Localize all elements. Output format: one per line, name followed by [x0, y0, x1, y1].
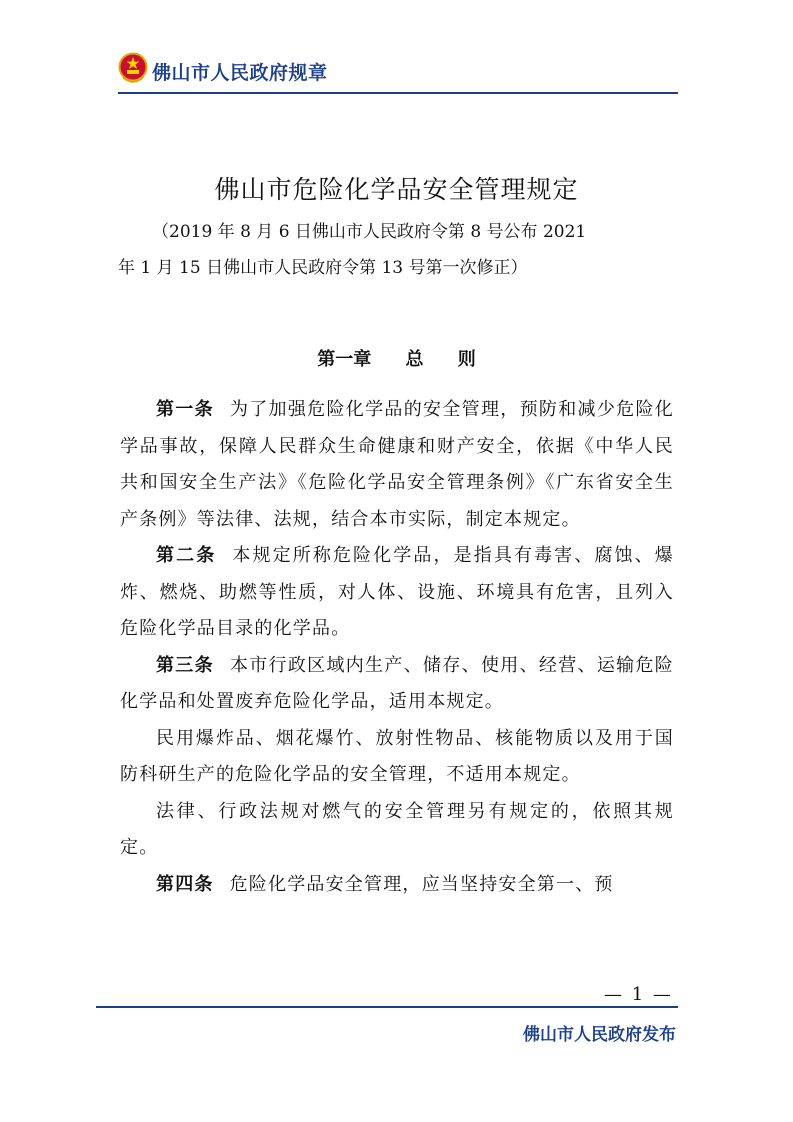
- article-number: 第四条: [156, 873, 214, 895]
- document-subtitle-line1: （2019 年 8 月 6 日佛山市人民政府令第 8 号公布 2021: [152, 222, 587, 242]
- footer-publisher: 佛山市人民政府发布: [523, 1025, 676, 1045]
- paragraph-text: 为了加强危险化学品的安全管理，预防和减少危险化学品事故，保障人民群众生命健康和财产安全，依据《中华人民共和国安全生产法》《危险化学品安全管理条例》《广东省安全生产条例》等法律、法规，结合本市实际，制定本规定。: [120, 399, 674, 530]
- chapter-title-char1: 总: [405, 349, 424, 370]
- paragraph: [120, 867, 674, 904]
- paragraph: [120, 721, 674, 794]
- national-emblem-icon: [118, 52, 148, 86]
- footer-divider: [96, 1006, 678, 1008]
- chapter-number: 第一章: [317, 349, 372, 370]
- paragraph-text: 法律、行政法规对燃气的安全管理另有规定的，依照其规定。: [120, 800, 674, 858]
- paragraph: [120, 794, 674, 867]
- paragraph-text: 民用爆炸品、烟花爆竹、放射性物品、核能物质以及用于国防科研生产的危险化学品的安全管理，不适用本规定。: [120, 727, 674, 785]
- chapter-heading: [0, 345, 793, 371]
- paragraph: [120, 538, 674, 648]
- document-body: [120, 392, 674, 903]
- page-number: — 1 —: [604, 984, 673, 1005]
- paragraph: [120, 392, 674, 538]
- article-number: 第二条: [156, 545, 217, 566]
- document-title: 佛山市危险化学品安全管理规定: [214, 175, 579, 204]
- paragraph-text: 本规定所称危险化学品，是指具有毒害、腐蚀、爆炸、燃烧、助燃等性质，对人体、设施、环境具有危害，且列入危险化学品目录的化学品。: [120, 545, 674, 639]
- paragraph-text: 本市行政区域内生产、储存、使用、经营、运输危险化学品和处置废弃危险化学品，适用本规定。: [120, 654, 674, 712]
- page-header: [118, 52, 678, 92]
- article-number: 第一条: [156, 399, 214, 420]
- paragraph-text: 危险化学品安全管理，应当坚持安全第一、预: [229, 873, 614, 895]
- chapter-title-char2: 则: [457, 349, 476, 370]
- document-subtitle-line2: 年 1 月 15 日佛山市人民政府令第 13 号第一次修正）: [118, 258, 528, 278]
- header-divider: [118, 92, 678, 94]
- paragraph: [120, 648, 674, 721]
- header-title: 佛山市人民政府规章: [152, 62, 328, 84]
- article-number: 第三条: [156, 654, 214, 676]
